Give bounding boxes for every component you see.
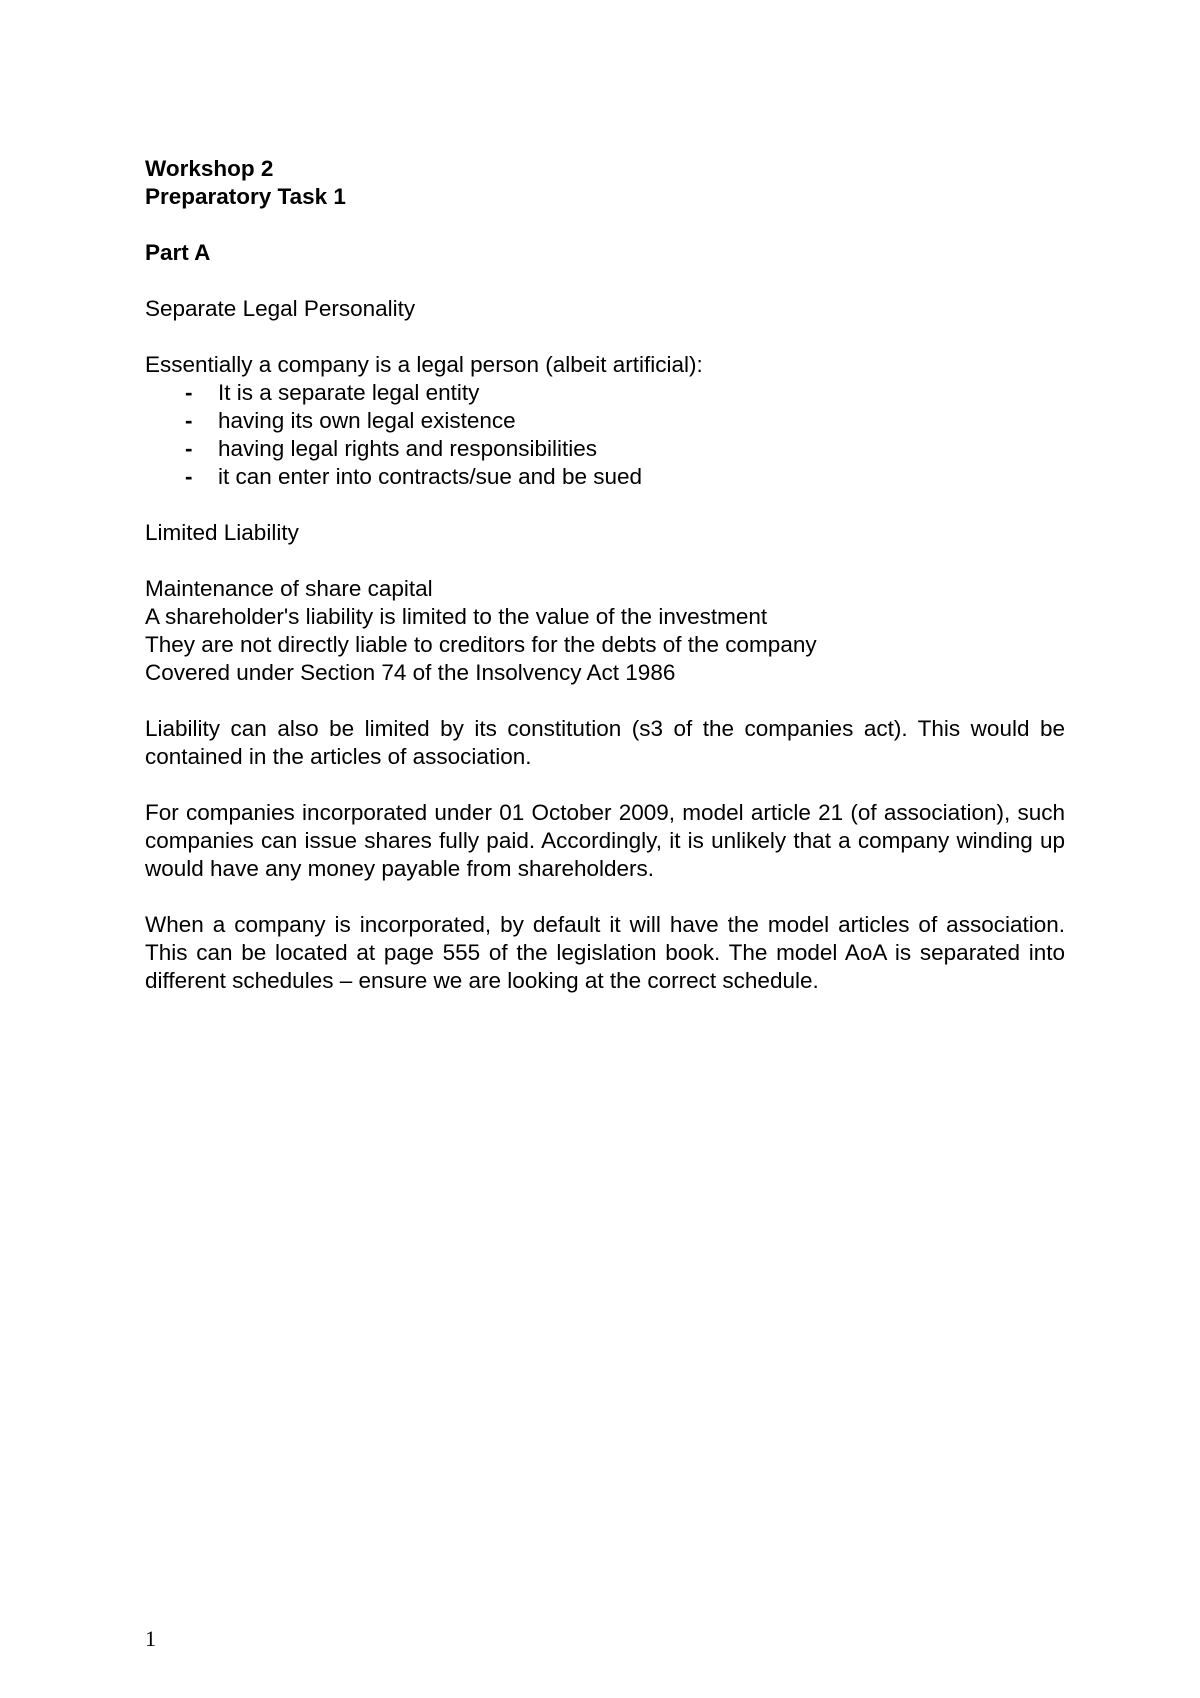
spacer <box>145 687 1065 715</box>
page-number: 1 <box>145 1626 156 1651</box>
section-heading-separate-legal-personality: Separate Legal Personality <box>145 296 416 321</box>
workshop-title: Workshop 2 <box>145 156 274 181</box>
spacer <box>145 491 1065 519</box>
constitution-paragraph: Liability can also be limited by its constitution (s3 of the companies act). This would be contained in the articles of association. <box>145 716 1065 769</box>
list-item <box>145 379 1065 407</box>
list-item <box>145 463 1065 491</box>
incorporation-paragraph: For companies incorporated under 01 October 2009, model article 21 (of association), such companies can issue shares fully paid. Accordingly, it is unlikely that a company winding up would have any money payable from shareholders. <box>145 800 1065 881</box>
spacer <box>145 883 1065 911</box>
liability-line: They are not directly liable to creditors for the debts of the company <box>145 632 817 657</box>
personality-bullet-list <box>145 379 1065 491</box>
task-subtitle: Preparatory Task 1 <box>145 184 346 209</box>
list-item <box>145 435 1065 463</box>
spacer <box>145 547 1065 575</box>
spacer <box>145 323 1065 351</box>
liability-line: A shareholder's liability is limited to the value of the investment <box>145 604 768 629</box>
document-body <box>145 155 1065 995</box>
spacer <box>145 211 1065 239</box>
spacer <box>145 771 1065 799</box>
section-heading-limited-liability: Limited Liability <box>145 520 299 545</box>
list-item-text: having legal rights and responsibilities <box>218 436 597 461</box>
list-item-text: having its own legal existence <box>218 408 516 433</box>
list-item-text: It is a separate legal entity <box>218 380 480 405</box>
list-item <box>145 407 1065 435</box>
dash-bullet: - <box>185 408 193 433</box>
dash-bullet: - <box>185 436 193 461</box>
part-heading: Part A <box>145 240 211 265</box>
personality-intro: Essentially a company is a legal person (albeit artificial): <box>145 352 703 377</box>
liability-line: Covered under Section 74 of the Insolvency Act 1986 <box>145 660 676 685</box>
dash-bullet: - <box>185 380 193 405</box>
model-articles-paragraph: When a company is incorporated, by default it will have the model articles of association. This can be located at page 555 of the legislation book. The model AoA is separated into different schedules – ensure we are looking at the correct schedule. <box>145 912 1065 993</box>
list-item-text: it can enter into contracts/sue and be sued <box>218 464 643 489</box>
spacer <box>145 267 1065 295</box>
dash-bullet: - <box>185 464 193 489</box>
liability-line: Maintenance of share capital <box>145 576 433 601</box>
